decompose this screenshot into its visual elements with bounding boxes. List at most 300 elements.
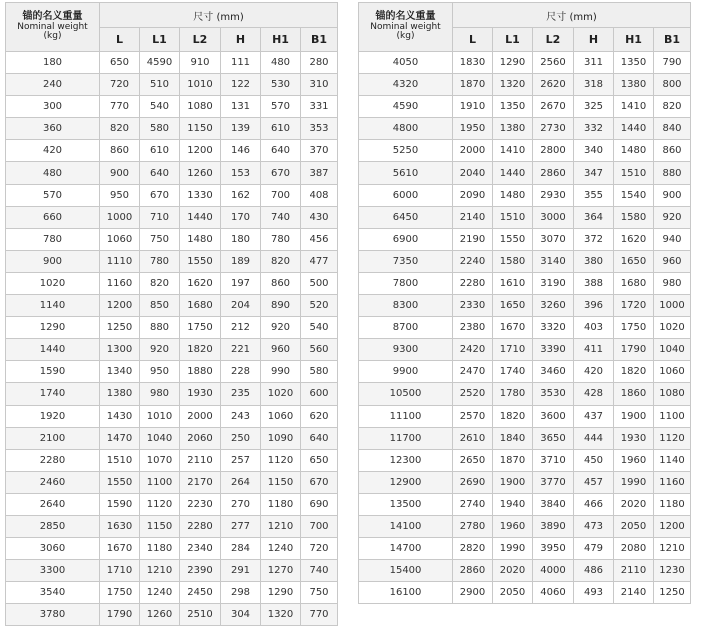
column-header-l2: L2 xyxy=(180,28,221,52)
cell-l: 1550 xyxy=(100,471,140,493)
cell-h: 277 xyxy=(221,515,261,537)
cell-h: 212 xyxy=(221,317,261,339)
cell-h1: 960 xyxy=(261,339,301,361)
cell-weight: 16100 xyxy=(359,582,453,604)
cell-weight: 3060 xyxy=(6,538,100,560)
cell-weight: 420 xyxy=(6,140,100,162)
cell-b1: 960 xyxy=(654,250,691,272)
cell-h1: 1790 xyxy=(614,339,654,361)
cell-l2: 1750 xyxy=(180,317,221,339)
cell-b1: 650 xyxy=(301,449,338,471)
cell-b1: 560 xyxy=(301,339,338,361)
cell-h: 380 xyxy=(574,250,614,272)
cell-l2: 3840 xyxy=(533,493,574,515)
cell-b1: 750 xyxy=(301,582,338,604)
cell-l1: 510 xyxy=(140,74,180,96)
table-row xyxy=(6,493,338,515)
cell-b1: 387 xyxy=(301,162,338,184)
cell-b1: 800 xyxy=(654,74,691,96)
cell-weight: 180 xyxy=(6,52,100,74)
cell-l: 2520 xyxy=(453,383,493,405)
cell-l1: 1650 xyxy=(493,295,533,317)
cell-weight: 2460 xyxy=(6,471,100,493)
table-row xyxy=(359,162,691,184)
table-row xyxy=(359,184,691,206)
cell-b1: 580 xyxy=(301,361,338,383)
cell-b1: 790 xyxy=(654,52,691,74)
cell-l: 1790 xyxy=(100,604,140,626)
column-header-b1: B1 xyxy=(301,28,338,52)
cell-l1: 1040 xyxy=(140,427,180,449)
cell-l2: 2800 xyxy=(533,140,574,162)
cell-l1: 780 xyxy=(140,250,180,272)
cell-h1: 1060 xyxy=(261,405,301,427)
cell-weight: 6000 xyxy=(359,184,453,206)
cell-l1: 1550 xyxy=(493,228,533,250)
cell-l: 2380 xyxy=(453,317,493,339)
cell-l1: 1960 xyxy=(493,515,533,537)
cell-h: 473 xyxy=(574,515,614,537)
cell-l1: 1740 xyxy=(493,361,533,383)
cell-l2: 1680 xyxy=(180,295,221,317)
cell-b1: 670 xyxy=(301,471,338,493)
cell-h1: 1820 xyxy=(614,361,654,383)
cell-h: 228 xyxy=(221,361,261,383)
cell-b1: 1040 xyxy=(654,339,691,361)
cell-l: 1830 xyxy=(453,52,493,74)
table-row xyxy=(6,538,338,560)
cell-weight: 6900 xyxy=(359,228,453,250)
cell-l2: 2110 xyxy=(180,449,221,471)
nominal-weight-label-zh: 锚的名义重量 xyxy=(375,10,436,22)
cell-b1: 640 xyxy=(301,427,338,449)
cell-l: 1910 xyxy=(453,96,493,118)
cell-l: 1710 xyxy=(100,560,140,582)
cell-b1: 690 xyxy=(301,493,338,515)
cell-l2: 2620 xyxy=(533,74,574,96)
nominal-weight-unit: (kg) xyxy=(43,31,62,42)
cell-weight: 10500 xyxy=(359,383,453,405)
cell-h: 257 xyxy=(221,449,261,471)
cell-l1: 1480 xyxy=(493,184,533,206)
cell-b1: 1250 xyxy=(654,582,691,604)
cell-weight: 4590 xyxy=(359,96,453,118)
cell-l2: 1200 xyxy=(180,140,221,162)
table-body-left xyxy=(6,52,338,626)
dimension-group-header: 尺寸 (mm) xyxy=(453,3,691,28)
cell-l2: 1930 xyxy=(180,383,221,405)
cell-l1: 2020 xyxy=(493,560,533,582)
cell-h: 403 xyxy=(574,317,614,339)
column-header-l: L xyxy=(453,28,493,52)
cell-l1: 670 xyxy=(140,184,180,206)
cell-b1: 720 xyxy=(301,538,338,560)
cell-l1: 1900 xyxy=(493,471,533,493)
cell-b1: 310 xyxy=(301,74,338,96)
cell-l2: 1440 xyxy=(180,206,221,228)
cell-weight: 8700 xyxy=(359,317,453,339)
table-row xyxy=(359,118,691,140)
cell-h: 243 xyxy=(221,405,261,427)
cell-l: 1380 xyxy=(100,383,140,405)
table-row xyxy=(6,140,338,162)
cell-l: 820 xyxy=(100,118,140,140)
cell-l2: 1550 xyxy=(180,250,221,272)
cell-h: 420 xyxy=(574,361,614,383)
cell-h1: 1540 xyxy=(614,184,654,206)
cell-weight: 9900 xyxy=(359,361,453,383)
cell-b1: 370 xyxy=(301,140,338,162)
cell-weight: 9300 xyxy=(359,339,453,361)
cell-weight: 660 xyxy=(6,206,100,228)
table-row xyxy=(359,560,691,582)
cell-h1: 1750 xyxy=(614,317,654,339)
cell-l2: 3650 xyxy=(533,427,574,449)
cell-h: 388 xyxy=(574,272,614,294)
cell-l: 900 xyxy=(100,162,140,184)
cell-l1: 1350 xyxy=(493,96,533,118)
cell-l: 2740 xyxy=(453,493,493,515)
table-row xyxy=(6,162,338,184)
cell-h: 428 xyxy=(574,383,614,405)
cell-l: 1160 xyxy=(100,272,140,294)
table-row xyxy=(359,405,691,427)
cell-h1: 1380 xyxy=(614,74,654,96)
cell-b1: 820 xyxy=(654,96,691,118)
cell-h: 197 xyxy=(221,272,261,294)
cell-h: 204 xyxy=(221,295,261,317)
cell-l2: 1080 xyxy=(180,96,221,118)
cell-weight: 15400 xyxy=(359,560,453,582)
dimension-group-header: 尺寸 (mm) xyxy=(100,3,338,28)
table-row xyxy=(6,74,338,96)
cell-l2: 2510 xyxy=(180,604,221,626)
cell-b1: 940 xyxy=(654,228,691,250)
cell-l: 1000 xyxy=(100,206,140,228)
table-row xyxy=(359,74,691,96)
cell-b1: 430 xyxy=(301,206,338,228)
cell-l1: 1070 xyxy=(140,449,180,471)
cell-b1: 520 xyxy=(301,295,338,317)
cell-b1: 880 xyxy=(654,162,691,184)
table-row xyxy=(6,383,338,405)
cell-h: 284 xyxy=(221,538,261,560)
cell-h: 457 xyxy=(574,471,614,493)
table-row xyxy=(6,427,338,449)
table-row xyxy=(6,295,338,317)
cell-l: 1630 xyxy=(100,515,140,537)
cell-h1: 1860 xyxy=(614,383,654,405)
cell-h: 479 xyxy=(574,538,614,560)
cell-weight: 7350 xyxy=(359,250,453,272)
cell-l: 2610 xyxy=(453,427,493,449)
table-row xyxy=(359,206,691,228)
cell-l2: 1010 xyxy=(180,74,221,96)
column-header-h1: H1 xyxy=(261,28,301,52)
cell-l: 720 xyxy=(100,74,140,96)
cell-weight: 780 xyxy=(6,228,100,250)
cell-l1: 1870 xyxy=(493,449,533,471)
cell-weight: 13500 xyxy=(359,493,453,515)
cell-l2: 3320 xyxy=(533,317,574,339)
cell-h: 139 xyxy=(221,118,261,140)
cell-b1: 1100 xyxy=(654,405,691,427)
cell-h1: 740 xyxy=(261,206,301,228)
cell-l1: 640 xyxy=(140,162,180,184)
table-row xyxy=(6,361,338,383)
cell-h1: 990 xyxy=(261,361,301,383)
cell-l: 1200 xyxy=(100,295,140,317)
column-header-l2: L2 xyxy=(533,28,574,52)
cell-h: 332 xyxy=(574,118,614,140)
cell-h1: 2080 xyxy=(614,538,654,560)
cell-h: 189 xyxy=(221,250,261,272)
table-row xyxy=(6,228,338,250)
cell-weight: 300 xyxy=(6,96,100,118)
cell-h1: 1090 xyxy=(261,427,301,449)
cell-weight: 7800 xyxy=(359,272,453,294)
cell-l1: 710 xyxy=(140,206,180,228)
cell-l2: 3140 xyxy=(533,250,574,272)
cell-h: 221 xyxy=(221,339,261,361)
table-row xyxy=(6,96,338,118)
table-row xyxy=(359,515,691,537)
cell-weight: 4050 xyxy=(359,52,453,74)
cell-l1: 1120 xyxy=(140,493,180,515)
cell-h: 437 xyxy=(574,405,614,427)
cell-l2: 3460 xyxy=(533,361,574,383)
anchor-dimension-table-right xyxy=(358,2,691,604)
cell-l: 2470 xyxy=(453,361,493,383)
cell-l1: 1940 xyxy=(493,493,533,515)
cell-l1: 1780 xyxy=(493,383,533,405)
cell-l: 950 xyxy=(100,184,140,206)
cell-l2: 3530 xyxy=(533,383,574,405)
cell-b1: 1180 xyxy=(654,493,691,515)
cell-l1: 820 xyxy=(140,272,180,294)
cell-b1: 900 xyxy=(654,184,691,206)
cell-l2: 3070 xyxy=(533,228,574,250)
cell-weight: 570 xyxy=(6,184,100,206)
cell-l1: 750 xyxy=(140,228,180,250)
cell-h1: 2020 xyxy=(614,493,654,515)
table-row xyxy=(6,604,338,626)
cell-b1: 1230 xyxy=(654,560,691,582)
cell-weight: 360 xyxy=(6,118,100,140)
cell-l2: 2170 xyxy=(180,471,221,493)
cell-h1: 1900 xyxy=(614,405,654,427)
cell-l2: 3770 xyxy=(533,471,574,493)
column-header-h: H xyxy=(574,28,614,52)
table-row xyxy=(359,317,691,339)
cell-l1: 1380 xyxy=(493,118,533,140)
cell-l: 1950 xyxy=(453,118,493,140)
cell-l: 2000 xyxy=(453,140,493,162)
cell-weight: 12300 xyxy=(359,449,453,471)
cell-h1: 1650 xyxy=(614,250,654,272)
cell-h1: 1440 xyxy=(614,118,654,140)
nominal-weight-header xyxy=(359,3,453,52)
cell-l1: 1150 xyxy=(140,515,180,537)
cell-b1: 1020 xyxy=(654,317,691,339)
cell-l2: 2060 xyxy=(180,427,221,449)
cell-l: 1750 xyxy=(100,582,140,604)
table-row xyxy=(359,383,691,405)
cell-weight: 2280 xyxy=(6,449,100,471)
table-row xyxy=(359,250,691,272)
column-header-l1: L1 xyxy=(493,28,533,52)
cell-h: 111 xyxy=(221,52,261,74)
cell-b1: 980 xyxy=(654,272,691,294)
cell-h: 162 xyxy=(221,184,261,206)
cell-h: 131 xyxy=(221,96,261,118)
cell-l: 1670 xyxy=(100,538,140,560)
cell-l1: 950 xyxy=(140,361,180,383)
cell-l1: 1440 xyxy=(493,162,533,184)
cell-h1: 1270 xyxy=(261,560,301,582)
table-row xyxy=(359,493,691,515)
cell-l1: 1610 xyxy=(493,272,533,294)
table-row xyxy=(6,206,338,228)
table-row xyxy=(6,582,338,604)
cell-h1: 1150 xyxy=(261,471,301,493)
cell-h1: 1680 xyxy=(614,272,654,294)
cell-b1: 1080 xyxy=(654,383,691,405)
cell-weight: 12900 xyxy=(359,471,453,493)
cell-l: 2650 xyxy=(453,449,493,471)
cell-l2: 2280 xyxy=(180,515,221,537)
cell-h1: 610 xyxy=(261,118,301,140)
cell-b1: 1060 xyxy=(654,361,691,383)
cell-weight: 240 xyxy=(6,74,100,96)
cell-b1: 920 xyxy=(654,206,691,228)
cell-l2: 4060 xyxy=(533,582,574,604)
table-row xyxy=(359,52,691,74)
cell-b1: 840 xyxy=(654,118,691,140)
table-row xyxy=(359,361,691,383)
table-row xyxy=(359,272,691,294)
cell-weight: 1740 xyxy=(6,383,100,405)
cell-h1: 890 xyxy=(261,295,301,317)
cell-l2: 3710 xyxy=(533,449,574,471)
cell-h1: 1960 xyxy=(614,449,654,471)
column-header-b1: B1 xyxy=(654,28,691,52)
cell-h1: 1930 xyxy=(614,427,654,449)
cell-weight: 2100 xyxy=(6,427,100,449)
cell-h: 493 xyxy=(574,582,614,604)
cell-b1: 1120 xyxy=(654,427,691,449)
cell-weight: 2640 xyxy=(6,493,100,515)
cell-l: 1110 xyxy=(100,250,140,272)
cell-b1: 770 xyxy=(301,604,338,626)
cell-h: 355 xyxy=(574,184,614,206)
cell-l: 1060 xyxy=(100,228,140,250)
cell-h: 153 xyxy=(221,162,261,184)
cell-l2: 1330 xyxy=(180,184,221,206)
cell-l2: 1620 xyxy=(180,272,221,294)
column-header-l: L xyxy=(100,28,140,52)
cell-h1: 860 xyxy=(261,272,301,294)
table-row xyxy=(6,52,338,74)
cell-h: 318 xyxy=(574,74,614,96)
cell-l: 1300 xyxy=(100,339,140,361)
cell-l1: 880 xyxy=(140,317,180,339)
cell-l1: 1820 xyxy=(493,405,533,427)
cell-l1: 1710 xyxy=(493,339,533,361)
cell-weight: 1020 xyxy=(6,272,100,294)
cell-l: 2140 xyxy=(453,206,493,228)
cell-h: 291 xyxy=(221,560,261,582)
cell-l1: 2050 xyxy=(493,582,533,604)
nominal-weight-label-en: Nominal weight xyxy=(17,21,88,32)
cell-l2: 3950 xyxy=(533,538,574,560)
cell-b1: 1210 xyxy=(654,538,691,560)
cell-l: 2190 xyxy=(453,228,493,250)
cell-h1: 2050 xyxy=(614,515,654,537)
cell-h1: 2140 xyxy=(614,582,654,604)
cell-h: 340 xyxy=(574,140,614,162)
cell-l1: 1320 xyxy=(493,74,533,96)
cell-l2: 3890 xyxy=(533,515,574,537)
table-row xyxy=(359,582,691,604)
cell-h: 146 xyxy=(221,140,261,162)
cell-weight: 900 xyxy=(6,250,100,272)
cell-l2: 3190 xyxy=(533,272,574,294)
cell-h1: 820 xyxy=(261,250,301,272)
cell-l2: 3260 xyxy=(533,295,574,317)
cell-l2: 2450 xyxy=(180,582,221,604)
cell-l1: 4590 xyxy=(140,52,180,74)
table-row xyxy=(6,118,338,140)
anchor-dimension-table-left xyxy=(5,2,338,626)
cell-h: 264 xyxy=(221,471,261,493)
cell-weight: 14100 xyxy=(359,515,453,537)
cell-l: 1430 xyxy=(100,405,140,427)
cell-weight: 11700 xyxy=(359,427,453,449)
cell-l1: 1180 xyxy=(140,538,180,560)
cell-l2: 2860 xyxy=(533,162,574,184)
nominal-weight-unit: (kg) xyxy=(396,31,415,42)
cell-b1: 353 xyxy=(301,118,338,140)
cell-weight: 5250 xyxy=(359,140,453,162)
table-row xyxy=(359,427,691,449)
cell-l: 2900 xyxy=(453,582,493,604)
cell-l: 650 xyxy=(100,52,140,74)
cell-b1: 456 xyxy=(301,228,338,250)
column-header-l1: L1 xyxy=(140,28,180,52)
cell-l2: 2930 xyxy=(533,184,574,206)
cell-h1: 570 xyxy=(261,96,301,118)
cell-b1: 1200 xyxy=(654,515,691,537)
cell-l2: 2670 xyxy=(533,96,574,118)
cell-h: 235 xyxy=(221,383,261,405)
cell-b1: 1000 xyxy=(654,295,691,317)
cell-weight: 6450 xyxy=(359,206,453,228)
cell-b1: 331 xyxy=(301,96,338,118)
cell-l: 2820 xyxy=(453,538,493,560)
cell-l1: 1510 xyxy=(493,206,533,228)
cell-l1: 850 xyxy=(140,295,180,317)
cell-b1: 700 xyxy=(301,515,338,537)
cell-weight: 1440 xyxy=(6,339,100,361)
table-row xyxy=(6,272,338,294)
cell-l2: 2730 xyxy=(533,118,574,140)
cell-h1: 1320 xyxy=(261,604,301,626)
cell-l1: 580 xyxy=(140,118,180,140)
cell-h: 396 xyxy=(574,295,614,317)
cell-h1: 640 xyxy=(261,140,301,162)
cell-weight: 1290 xyxy=(6,317,100,339)
